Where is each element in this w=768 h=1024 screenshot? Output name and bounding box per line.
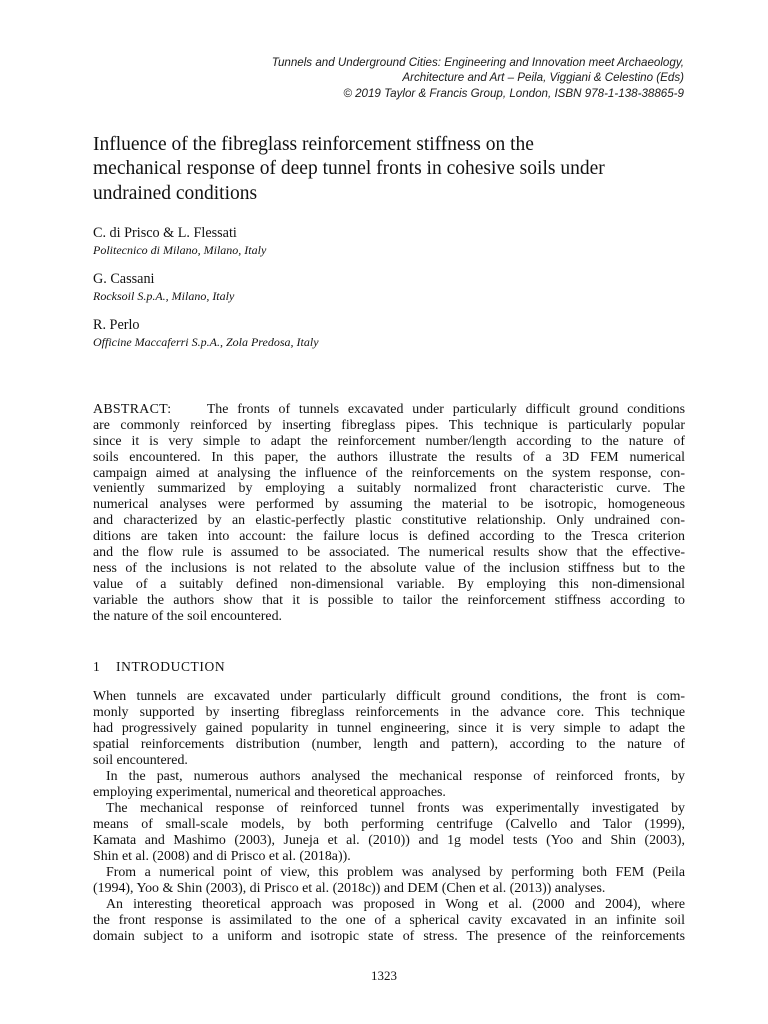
- author-block-1: [93, 224, 683, 258]
- body-line: domain subject to a uniform and isotropic state of stress. The presence of the reinforcements: [93, 929, 685, 944]
- header-line-3: © 2019 Taylor & Francis Group, London, ISBN 978-1-138-38865-9: [343, 86, 684, 100]
- author-name: G. Cassani: [93, 271, 155, 287]
- abstract-line: and characterized by an elastic-perfectly plastic constitutive relationship. Only undrained con-: [93, 513, 685, 529]
- body-line: Kamata and Mashimo (2003), Juneja et al. (2010)) and 1g model tests (Yoo and Shin (2003),: [93, 833, 685, 848]
- body-line: (1994), Yoo & Shin (2003), di Prisco et al. (2018c)) and DEM (Chen et al. (2013)) analyses.: [93, 881, 606, 896]
- section-heading-introduction: [93, 658, 225, 676]
- body-line: the front response is assimilated to the one of a spherical cavity excavated in an infinite soil: [93, 913, 685, 928]
- body-line: In the past, numerous authors analysed the mechanical response of reinforced fronts, by: [106, 769, 685, 784]
- body-line: When tunnels are excavated under particularly difficult ground conditions, the front is com-: [93, 689, 685, 704]
- body-line: had progressively gained popularity in tunnel engineering, since it is very simple to adapt the: [93, 721, 685, 736]
- abstract-line: [93, 402, 685, 418]
- abstract-line: value of a suitably defined non-dimensional variable. By employing this non-dimensional: [93, 576, 685, 592]
- section-number: 1: [93, 659, 100, 674]
- page-number: 1323: [371, 968, 397, 983]
- abstract-label: ABSTRACT:: [93, 402, 172, 417]
- abstract-line: and the flow rule is assumed to be associated. The numerical results show that the effective-: [93, 545, 685, 561]
- abstract-line: the nature of the soil encountered.: [93, 608, 282, 624]
- body-line: means of small-scale models, by both performing centrifuge (Calvello and Talor (1999),: [93, 817, 685, 832]
- author-name: C. di Prisco & L. Flessati: [93, 225, 237, 241]
- body-line: spatial reinforcements distribution (number, length and pattern), according to the nature of: [93, 737, 685, 752]
- author-block-3: [93, 316, 683, 350]
- body-line: The mechanical response of reinforced tunnel fronts was experimentally investigated by: [106, 801, 685, 816]
- header-line-1: Tunnels and Underground Cities: Engineering and Innovation meet Archaeology,: [271, 56, 684, 69]
- body-line: Shin et al. (2008) and di Prisco et al. (2018a)).: [93, 849, 351, 864]
- abstract-line: since it is very simple to adapt the reinforcement number/length according to the nature of: [93, 433, 685, 449]
- header-line-2: Architecture and Art – Peila, Viggiani & Celestino (Eds): [402, 71, 684, 85]
- body-line: From a numerical point of view, this problem was analysed by performing both FEM (Peila: [106, 865, 685, 880]
- section-title: INTRODUCTION: [116, 659, 226, 674]
- author-affiliation: Officine Maccaferri S.p.A., Zola Predosa, Italy: [93, 335, 319, 349]
- title-line-1: Influence of the fibreglass reinforcement stiffness on the: [93, 134, 534, 155]
- abstract-line: ness of the inclusions is not related to the absolute value of the inclusion stiffness but to the: [93, 560, 685, 576]
- abstract-line: numerical analyses were performed by assuming the material to be isotropic, homogeneous: [93, 497, 685, 513]
- author-affiliation: Politecnico di Milano, Milano, Italy: [93, 243, 267, 257]
- author-block-2: [93, 270, 683, 304]
- body-text: [93, 689, 685, 945]
- abstract-line-text: The fronts of tunnels excavated under particularly difficult ground conditions: [206, 402, 686, 417]
- body-line: employing experimental, numerical and theoretical approaches.: [93, 785, 446, 800]
- body-line: An interesting theoretical approach was proposed in Wong et al. (2000 and 2004), where: [106, 897, 685, 912]
- paper-title: [93, 133, 693, 206]
- author-name: R. Perlo: [93, 317, 140, 333]
- abstract-line: veniently summarized by employing a suitably normalized front characteristic curve. The: [93, 481, 685, 497]
- abstract-line: are commonly reinforced by inserting fibreglass pipes. This technique is particularly popular: [93, 417, 685, 433]
- title-line-3: undrained conditions: [93, 182, 258, 204]
- running-header: [124, 55, 684, 101]
- abstract-line: ditions are taken into account: the failure locus is defined according to the Tresca criterion: [93, 529, 685, 545]
- abstract-line: campaign aimed at analysing the influence of the reinforcements on the system response, con-: [93, 465, 685, 481]
- author-affiliation: Rocksoil S.p.A., Milano, Italy: [93, 289, 235, 303]
- abstract-line: variable the authors show that it is possible to tailor the reinforcement stiffness according to: [93, 592, 685, 608]
- title-line-2: mechanical response of deep tunnel fronts in cohesive soils under: [93, 158, 605, 180]
- abstract-line: soils encountered. In this paper, the authors illustrate the results of a 3D FEM numerical: [93, 449, 685, 465]
- body-line: soil encountered.: [93, 753, 188, 768]
- body-line: monly supported by inserting fibreglass reinforcements in the advance core. This technique: [93, 705, 685, 720]
- abstract: [93, 402, 685, 624]
